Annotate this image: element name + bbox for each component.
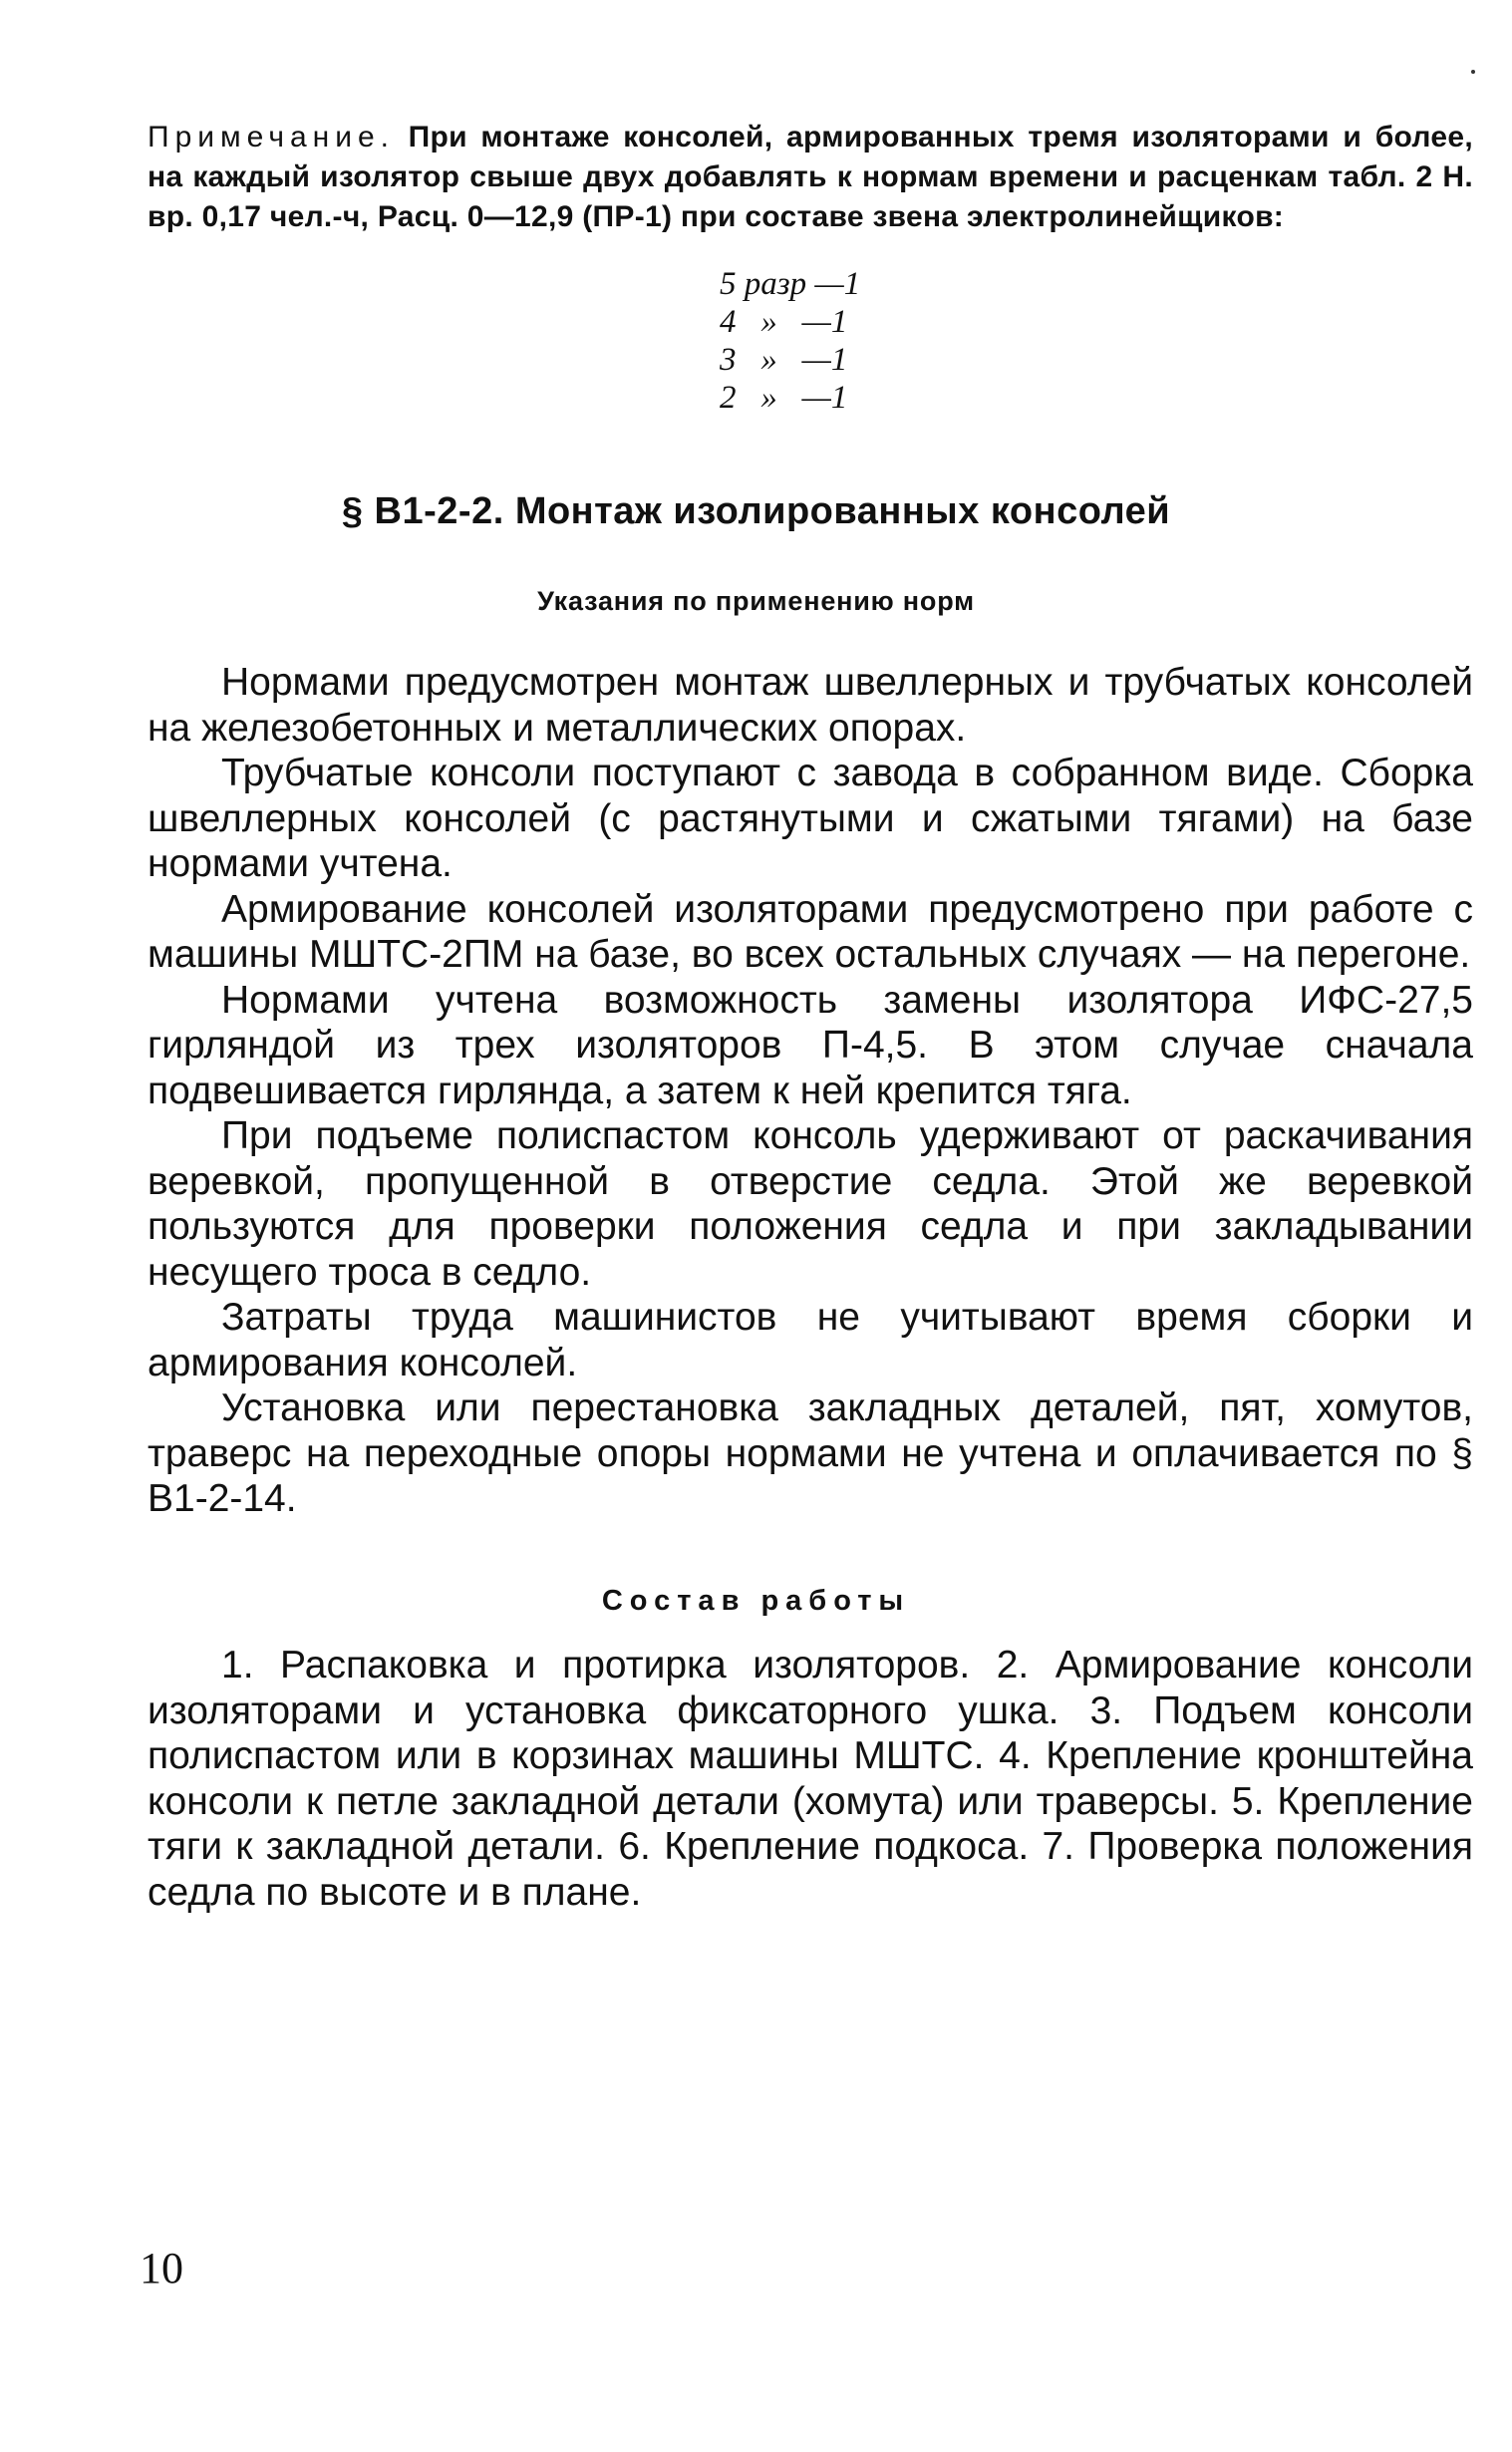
paragraph: Армирование консолей изоляторами предусмотрено при работе с машины МШТС-2ПМ на базе, во всех остальных случаях — на перегоне. — [148, 887, 1473, 976]
paragraph: При подъеме полиспастом консоль удерживают от раскачивания веревкой, пропущенной в отверстие седла. Этой же веревкой пользуются для проверки положения седла и при закладывании несущего троса в седло. — [148, 1114, 1473, 1294]
paragraph: Затраты труда машинистов не учитывают время сборки и армирования консолей. — [148, 1296, 1473, 1384]
paragraph: Трубчатые консоли поступают с завода в собранном виде. Сборка швеллерных консолей (с растянутыми и сжатыми тягами) на базе нормами учтена. — [148, 752, 1473, 885]
paragraph: Установка или перестановка закладных деталей, пят, хомутов, траверс на переходные опоры нормами не учтена и оплачивается по § В1-2-14. — [148, 1386, 1473, 1520]
instructions-title: Указания по применению норм — [537, 586, 975, 616]
paragraph: Нормами учтена возможность замены изолятора ИФС-27,5 гирляндой из трех изоляторов П-4,5. В этом случае сначала подвешивается гирлянда, а затем к ней крепится тяга. — [148, 978, 1473, 1112]
scan-speck — [1471, 70, 1475, 74]
work-composition-title: Состав работы — [601, 1585, 911, 1617]
section-title: § В1-2-2. Монтаж изолированных консолей — [341, 490, 1171, 532]
crew-row: 2 » —1 — [720, 380, 848, 416]
work-composition-text: 1. Распаковка и протирка изоляторов. 2. Армирование консоли изоляторами и установка фиксаторного ушка. 3. Подъем консоли полиспастом или в корзинах машины МШТС. 4. Крепление кронштейна консоли к петле закладной детали (хомута) или траверсы. 5. Крепление тяги к закладной детали. 6. Крепление подкоса. 7. Проверка положения седла по высоте и в плане. — [148, 1644, 1473, 1914]
crew-row: 3 » —1 — [720, 342, 848, 378]
instructions-body — [148, 660, 1473, 1522]
note-label: Примечание. — [148, 121, 395, 153]
crew-composition — [720, 265, 860, 417]
crew-row: 4 » —1 — [720, 304, 848, 340]
note-paragraph — [148, 118, 1473, 237]
page-number: 10 — [140, 2244, 183, 2293]
work-composition-body — [148, 1643, 1473, 1915]
crew-row: 5 разр —1 — [720, 266, 861, 302]
paragraph: Нормами предусмотрен монтаж швеллерных и трубчатых консолей на железобетонных и металлических опорах. — [148, 661, 1473, 750]
note-text: При монтаже консолей, армированных тремя изоляторами и более, на каждый изолятор свыше двух добавлять к нормам времени и расценкам табл. 2 Н. вр. 0,17 чел.-ч, Расц. 0—12,9 (ПР-1) при составе звена электролинейщиков: — [148, 121, 1473, 233]
